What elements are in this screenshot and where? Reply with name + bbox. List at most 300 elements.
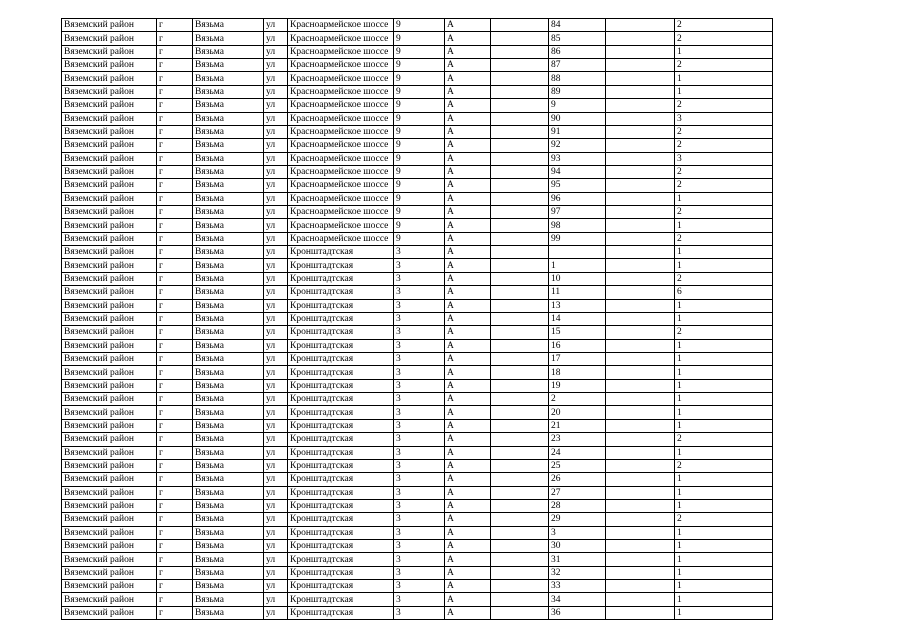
extra-cell <box>606 499 675 512</box>
locality-type-cell: г <box>157 299 193 312</box>
table-row <box>62 486 773 499</box>
extra-cell <box>606 433 675 446</box>
building-cell <box>491 379 549 392</box>
building-cell <box>491 499 549 512</box>
street-cell: Кронштадтская <box>288 299 394 312</box>
street-type-cell: ул <box>264 286 288 299</box>
table-row <box>62 206 773 219</box>
locality-type-cell: г <box>157 499 193 512</box>
building-cell <box>491 219 549 232</box>
building-cell <box>491 393 549 406</box>
district-cell: Вяземский район <box>62 206 157 219</box>
locality-cell: Вязьма <box>193 99 264 112</box>
locality-type-cell: г <box>157 593 193 606</box>
street-type-cell: ул <box>264 446 288 459</box>
locality-type-cell: г <box>157 99 193 112</box>
letter-cell: А <box>445 566 491 579</box>
locality-cell: Вязьма <box>193 206 264 219</box>
building-cell <box>491 459 549 472</box>
letter-cell: А <box>445 339 491 352</box>
street-type-cell: ул <box>264 366 288 379</box>
street-type-cell: ул <box>264 352 288 365</box>
street-cell: Кронштадтская <box>288 566 394 579</box>
house-cell: 9 <box>394 99 445 112</box>
count-cell: 2 <box>675 272 773 285</box>
count-cell: 2 <box>675 459 773 472</box>
table-row <box>62 593 773 606</box>
letter-cell: А <box>445 59 491 72</box>
locality-type-cell: г <box>157 139 193 152</box>
table-row <box>62 72 773 85</box>
street-cell: Кронштадтская <box>288 486 394 499</box>
letter-cell: А <box>445 433 491 446</box>
locality-type-cell: г <box>157 486 193 499</box>
locality-type-cell: г <box>157 19 193 32</box>
district-cell: Вяземский район <box>62 312 157 325</box>
letter-cell: А <box>445 85 491 98</box>
letter-cell: А <box>445 312 491 325</box>
apartment-cell: 34 <box>549 593 606 606</box>
building-cell <box>491 593 549 606</box>
district-cell: Вяземский район <box>62 179 157 192</box>
building-cell <box>491 112 549 125</box>
building-cell <box>491 473 549 486</box>
house-cell: 3 <box>394 406 445 419</box>
count-cell: 1 <box>675 499 773 512</box>
street-cell: Красноармейское шоссе <box>288 85 394 98</box>
count-cell: 1 <box>675 312 773 325</box>
apartment-cell: 91 <box>549 125 606 138</box>
table-row <box>62 379 773 392</box>
street-cell: Красноармейское шоссе <box>288 112 394 125</box>
house-cell: 9 <box>394 32 445 45</box>
street-type-cell: ул <box>264 326 288 339</box>
house-cell: 3 <box>394 553 445 566</box>
street-cell: Кронштадтская <box>288 379 394 392</box>
house-cell: 3 <box>394 526 445 539</box>
locality-cell: Вязьма <box>193 45 264 58</box>
building-cell <box>491 446 549 459</box>
letter-cell: А <box>445 112 491 125</box>
locality-cell: Вязьма <box>193 272 264 285</box>
locality-type-cell: г <box>157 326 193 339</box>
district-cell: Вяземский район <box>62 459 157 472</box>
extra-cell <box>606 72 675 85</box>
house-cell: 3 <box>394 259 445 272</box>
locality-cell: Вязьма <box>193 606 264 619</box>
street-cell: Кронштадтская <box>288 553 394 566</box>
street-cell: Кронштадтская <box>288 312 394 325</box>
building-cell <box>491 259 549 272</box>
street-type-cell: ул <box>264 593 288 606</box>
street-cell: Красноармейское шоссе <box>288 72 394 85</box>
apartment-cell: 92 <box>549 139 606 152</box>
street-cell: Кронштадтская <box>288 246 394 259</box>
extra-cell <box>606 406 675 419</box>
table-row <box>62 433 773 446</box>
letter-cell: А <box>445 32 491 45</box>
table-row <box>62 606 773 619</box>
district-cell: Вяземский район <box>62 606 157 619</box>
locality-cell: Вязьма <box>193 526 264 539</box>
street-type-cell: ул <box>264 152 288 165</box>
house-cell: 3 <box>394 379 445 392</box>
street-cell: Кронштадтская <box>288 406 394 419</box>
letter-cell: А <box>445 499 491 512</box>
street-cell: Красноармейское шоссе <box>288 45 394 58</box>
table-row <box>62 459 773 472</box>
letter-cell: А <box>445 379 491 392</box>
locality-type-cell: г <box>157 459 193 472</box>
building-cell <box>491 339 549 352</box>
locality-type-cell: г <box>157 473 193 486</box>
locality-type-cell: г <box>157 272 193 285</box>
apartment-cell: 84 <box>549 19 606 32</box>
street-type-cell: ул <box>264 206 288 219</box>
locality-cell: Вязьма <box>193 366 264 379</box>
extra-cell <box>606 125 675 138</box>
apartment-cell: 25 <box>549 459 606 472</box>
locality-cell: Вязьма <box>193 433 264 446</box>
table-row <box>62 219 773 232</box>
locality-type-cell: г <box>157 206 193 219</box>
extra-cell <box>606 299 675 312</box>
count-cell: 1 <box>675 259 773 272</box>
apartment-cell: 15 <box>549 326 606 339</box>
street-cell: Красноармейское шоссе <box>288 192 394 205</box>
apartment-cell: 2 <box>549 393 606 406</box>
letter-cell: А <box>445 259 491 272</box>
house-cell: 9 <box>394 125 445 138</box>
apartment-cell: 95 <box>549 179 606 192</box>
street-type-cell: ул <box>264 139 288 152</box>
table-row <box>62 246 773 259</box>
district-cell: Вяземский район <box>62 32 157 45</box>
count-cell: 3 <box>675 112 773 125</box>
district-cell: Вяземский район <box>62 19 157 32</box>
street-type-cell: ул <box>264 272 288 285</box>
extra-cell <box>606 19 675 32</box>
house-cell: 9 <box>394 152 445 165</box>
locality-type-cell: г <box>157 85 193 98</box>
extra-cell <box>606 540 675 553</box>
locality-cell: Вязьма <box>193 165 264 178</box>
apartment-cell: 28 <box>549 499 606 512</box>
extra-cell <box>606 486 675 499</box>
locality-type-cell: г <box>157 566 193 579</box>
table-row <box>62 59 773 72</box>
table-row <box>62 352 773 365</box>
count-cell: 2 <box>675 433 773 446</box>
table-row <box>62 513 773 526</box>
table-row <box>62 286 773 299</box>
locality-cell: Вязьма <box>193 326 264 339</box>
street-type-cell: ул <box>264 219 288 232</box>
table-row <box>62 99 773 112</box>
letter-cell: А <box>445 580 491 593</box>
building-cell <box>491 152 549 165</box>
district-cell: Вяземский район <box>62 379 157 392</box>
district-cell: Вяземский район <box>62 139 157 152</box>
house-cell: 3 <box>394 473 445 486</box>
apartment-cell: 14 <box>549 312 606 325</box>
extra-cell <box>606 246 675 259</box>
apartment-cell: 19 <box>549 379 606 392</box>
locality-type-cell: г <box>157 259 193 272</box>
table-row <box>62 139 773 152</box>
locality-cell: Вязьма <box>193 379 264 392</box>
locality-type-cell: г <box>157 165 193 178</box>
extra-cell <box>606 379 675 392</box>
count-cell: 2 <box>675 179 773 192</box>
letter-cell: А <box>445 139 491 152</box>
count-cell: 1 <box>675 419 773 432</box>
street-type-cell: ул <box>264 45 288 58</box>
count-cell: 2 <box>675 232 773 245</box>
apartment-cell: 90 <box>549 112 606 125</box>
apartment-cell: 9 <box>549 99 606 112</box>
district-cell: Вяземский район <box>62 393 157 406</box>
locality-type-cell: г <box>157 59 193 72</box>
table-row <box>62 419 773 432</box>
address-table-body <box>62 19 773 620</box>
house-cell: 3 <box>394 593 445 606</box>
letter-cell: А <box>445 473 491 486</box>
table-row <box>62 299 773 312</box>
building-cell <box>491 419 549 432</box>
street-type-cell: ул <box>264 32 288 45</box>
building-cell <box>491 580 549 593</box>
apartment-cell <box>549 246 606 259</box>
locality-cell: Вязьма <box>193 125 264 138</box>
district-cell: Вяземский район <box>62 232 157 245</box>
street-type-cell: ул <box>264 339 288 352</box>
apartment-cell: 13 <box>549 299 606 312</box>
table-row <box>62 326 773 339</box>
building-cell <box>491 566 549 579</box>
locality-type-cell: г <box>157 232 193 245</box>
street-cell: Кронштадтская <box>288 366 394 379</box>
locality-cell: Вязьма <box>193 286 264 299</box>
count-cell: 1 <box>675 85 773 98</box>
apartment-cell: 27 <box>549 486 606 499</box>
district-cell: Вяземский район <box>62 246 157 259</box>
house-cell: 9 <box>394 232 445 245</box>
extra-cell <box>606 112 675 125</box>
extra-cell <box>606 45 675 58</box>
table-row <box>62 366 773 379</box>
extra-cell <box>606 393 675 406</box>
street-type-cell: ул <box>264 85 288 98</box>
apartment-cell: 23 <box>549 433 606 446</box>
letter-cell: А <box>445 152 491 165</box>
apartment-cell: 10 <box>549 272 606 285</box>
street-cell: Красноармейское шоссе <box>288 19 394 32</box>
letter-cell: А <box>445 406 491 419</box>
letter-cell: А <box>445 246 491 259</box>
locality-cell: Вязьма <box>193 419 264 432</box>
letter-cell: А <box>445 19 491 32</box>
apartment-cell: 85 <box>549 32 606 45</box>
house-cell: 3 <box>394 366 445 379</box>
district-cell: Вяземский район <box>62 566 157 579</box>
letter-cell: А <box>445 513 491 526</box>
locality-type-cell: г <box>157 540 193 553</box>
house-cell: 3 <box>394 299 445 312</box>
table-row <box>62 339 773 352</box>
locality-cell: Вязьма <box>193 85 264 98</box>
letter-cell: А <box>445 45 491 58</box>
extra-cell <box>606 513 675 526</box>
locality-cell: Вязьма <box>193 352 264 365</box>
locality-cell: Вязьма <box>193 179 264 192</box>
street-cell: Кронштадтская <box>288 393 394 406</box>
locality-cell: Вязьма <box>193 299 264 312</box>
district-cell: Вяземский район <box>62 219 157 232</box>
locality-type-cell: г <box>157 553 193 566</box>
street-type-cell: ул <box>264 232 288 245</box>
house-cell: 9 <box>394 72 445 85</box>
locality-type-cell: г <box>157 526 193 539</box>
extra-cell <box>606 272 675 285</box>
extra-cell <box>606 366 675 379</box>
house-cell: 9 <box>394 59 445 72</box>
extra-cell <box>606 179 675 192</box>
house-cell: 3 <box>394 540 445 553</box>
table-row <box>62 152 773 165</box>
street-type-cell: ул <box>264 419 288 432</box>
apartment-cell: 86 <box>549 45 606 58</box>
count-cell: 1 <box>675 366 773 379</box>
extra-cell <box>606 152 675 165</box>
extra-cell <box>606 99 675 112</box>
street-cell: Кронштадтская <box>288 459 394 472</box>
apartment-cell: 31 <box>549 553 606 566</box>
apartment-cell: 87 <box>549 59 606 72</box>
street-cell: Кронштадтская <box>288 499 394 512</box>
extra-cell <box>606 259 675 272</box>
street-cell: Кронштадтская <box>288 540 394 553</box>
building-cell <box>491 606 549 619</box>
locality-type-cell: г <box>157 246 193 259</box>
letter-cell: А <box>445 326 491 339</box>
extra-cell <box>606 192 675 205</box>
letter-cell: А <box>445 165 491 178</box>
apartment-cell: 32 <box>549 566 606 579</box>
table-row <box>62 232 773 245</box>
district-cell: Вяземский район <box>62 486 157 499</box>
district-cell: Вяземский район <box>62 99 157 112</box>
street-cell: Кронштадтская <box>288 419 394 432</box>
street-type-cell: ул <box>264 513 288 526</box>
table-row <box>62 446 773 459</box>
apartment-cell: 24 <box>549 446 606 459</box>
street-type-cell: ул <box>264 393 288 406</box>
locality-type-cell: г <box>157 152 193 165</box>
extra-cell <box>606 566 675 579</box>
table-row <box>62 85 773 98</box>
letter-cell: А <box>445 299 491 312</box>
locality-cell: Вязьма <box>193 152 264 165</box>
house-cell: 3 <box>394 459 445 472</box>
locality-cell: Вязьма <box>193 593 264 606</box>
table-row <box>62 580 773 593</box>
street-type-cell: ул <box>264 112 288 125</box>
street-cell: Кронштадтская <box>288 272 394 285</box>
district-cell: Вяземский район <box>62 499 157 512</box>
district-cell: Вяземский район <box>62 580 157 593</box>
district-cell: Вяземский район <box>62 553 157 566</box>
extra-cell <box>606 312 675 325</box>
building-cell <box>491 139 549 152</box>
extra-cell <box>606 419 675 432</box>
extra-cell <box>606 459 675 472</box>
count-cell: 1 <box>675 566 773 579</box>
district-cell: Вяземский район <box>62 526 157 539</box>
letter-cell: А <box>445 125 491 138</box>
count-cell: 2 <box>675 165 773 178</box>
district-cell: Вяземский район <box>62 125 157 138</box>
street-cell: Красноармейское шоссе <box>288 139 394 152</box>
locality-type-cell: г <box>157 419 193 432</box>
house-cell: 9 <box>394 45 445 58</box>
house-cell: 9 <box>394 192 445 205</box>
locality-cell: Вязьма <box>193 312 264 325</box>
building-cell <box>491 206 549 219</box>
street-cell: Красноармейское шоссе <box>288 232 394 245</box>
locality-type-cell: г <box>157 125 193 138</box>
street-cell: Кронштадтская <box>288 339 394 352</box>
extra-cell <box>606 553 675 566</box>
locality-cell: Вязьма <box>193 406 264 419</box>
street-cell: Кронштадтская <box>288 352 394 365</box>
building-cell <box>491 366 549 379</box>
apartment-cell: 88 <box>549 72 606 85</box>
extra-cell <box>606 286 675 299</box>
count-cell: 6 <box>675 286 773 299</box>
building-cell <box>491 179 549 192</box>
building-cell <box>491 19 549 32</box>
building-cell <box>491 526 549 539</box>
locality-cell: Вязьма <box>193 259 264 272</box>
locality-type-cell: г <box>157 580 193 593</box>
street-cell: Кронштадтская <box>288 473 394 486</box>
street-type-cell: ул <box>264 192 288 205</box>
address-table-page <box>61 18 773 620</box>
street-cell: Красноармейское шоссе <box>288 206 394 219</box>
locality-cell: Вязьма <box>193 139 264 152</box>
street-type-cell: ул <box>264 165 288 178</box>
extra-cell <box>606 165 675 178</box>
locality-cell: Вязьма <box>193 72 264 85</box>
letter-cell: А <box>445 72 491 85</box>
district-cell: Вяземский район <box>62 446 157 459</box>
street-type-cell: ул <box>264 179 288 192</box>
extra-cell <box>606 59 675 72</box>
district-cell: Вяземский район <box>62 112 157 125</box>
district-cell: Вяземский район <box>62 152 157 165</box>
count-cell: 2 <box>675 19 773 32</box>
street-type-cell: ул <box>264 433 288 446</box>
street-type-cell: ул <box>264 459 288 472</box>
locality-cell: Вязьма <box>193 580 264 593</box>
locality-cell: Вязьма <box>193 393 264 406</box>
house-cell: 9 <box>394 19 445 32</box>
count-cell: 1 <box>675 446 773 459</box>
house-cell: 3 <box>394 486 445 499</box>
house-cell: 3 <box>394 272 445 285</box>
extra-cell <box>606 85 675 98</box>
